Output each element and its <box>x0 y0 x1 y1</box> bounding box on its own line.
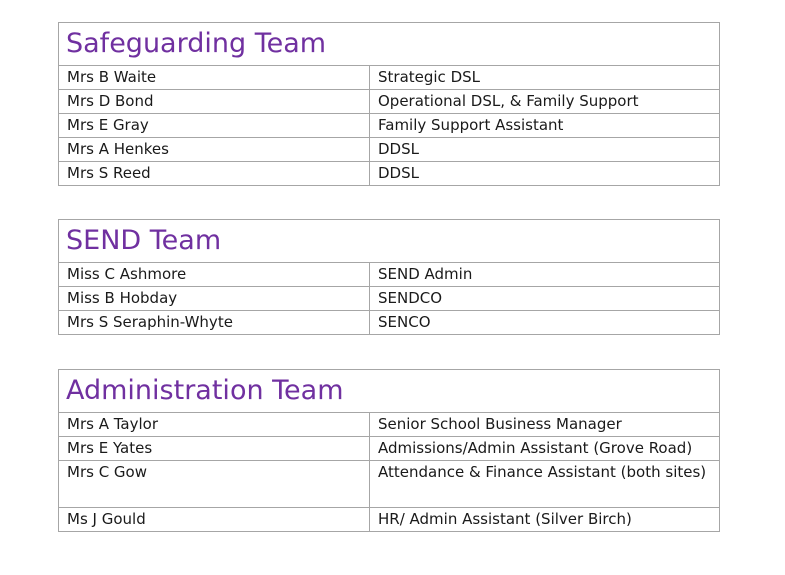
staff-name: Mrs B Waite <box>59 66 370 90</box>
staff-role: Senior School Business Manager <box>370 413 720 437</box>
staff-name: Mrs E Gray <box>59 114 370 138</box>
staff-name: Mrs C Gow <box>59 461 370 508</box>
staff-name: Ms J Gould <box>59 508 370 532</box>
table-row <box>59 66 720 90</box>
table-row <box>59 413 720 437</box>
staff-name: Mrs E Yates <box>59 437 370 461</box>
table-header-row <box>59 370 720 413</box>
table-row <box>59 263 720 287</box>
staff-role: SENDCO <box>370 287 720 311</box>
administration-team-table <box>58 369 720 532</box>
staff-role: SENCO <box>370 311 720 335</box>
staff-name: Mrs S Seraphin-Whyte <box>59 311 370 335</box>
staff-name: Mrs A Taylor <box>59 413 370 437</box>
table-row <box>59 461 720 508</box>
table-row <box>59 311 720 335</box>
staff-name: Mrs S Reed <box>59 162 370 186</box>
staff-role: Strategic DSL <box>370 66 720 90</box>
table-row <box>59 508 720 532</box>
table-row <box>59 437 720 461</box>
send-team-table <box>58 219 720 335</box>
administration-team-title: Administration Team <box>59 370 720 413</box>
table-row <box>59 90 720 114</box>
safeguarding-team-table <box>58 22 720 186</box>
table-header-row <box>59 220 720 263</box>
table-header-row <box>59 23 720 66</box>
table-row <box>59 162 720 186</box>
staff-role: Admissions/Admin Assistant (Grove Road) <box>370 437 720 461</box>
staff-role: SEND Admin <box>370 263 720 287</box>
staff-name: Miss B Hobday <box>59 287 370 311</box>
staff-role: Family Support Assistant <box>370 114 720 138</box>
staff-name: Miss C Ashmore <box>59 263 370 287</box>
staff-role: Operational DSL, & Family Support <box>370 90 720 114</box>
table-row <box>59 114 720 138</box>
send-team-title: SEND Team <box>59 220 720 263</box>
staff-role: HR/ Admin Assistant (Silver Birch) <box>370 508 720 532</box>
safeguarding-team-title: Safeguarding Team <box>59 23 720 66</box>
staff-role: DDSL <box>370 138 720 162</box>
staff-name: Mrs D Bond <box>59 90 370 114</box>
table-row <box>59 287 720 311</box>
table-row <box>59 138 720 162</box>
staff-name: Mrs A Henkes <box>59 138 370 162</box>
staff-role: Attendance & Finance Assistant (both sites) <box>370 461 720 508</box>
staff-role: DDSL <box>370 162 720 186</box>
